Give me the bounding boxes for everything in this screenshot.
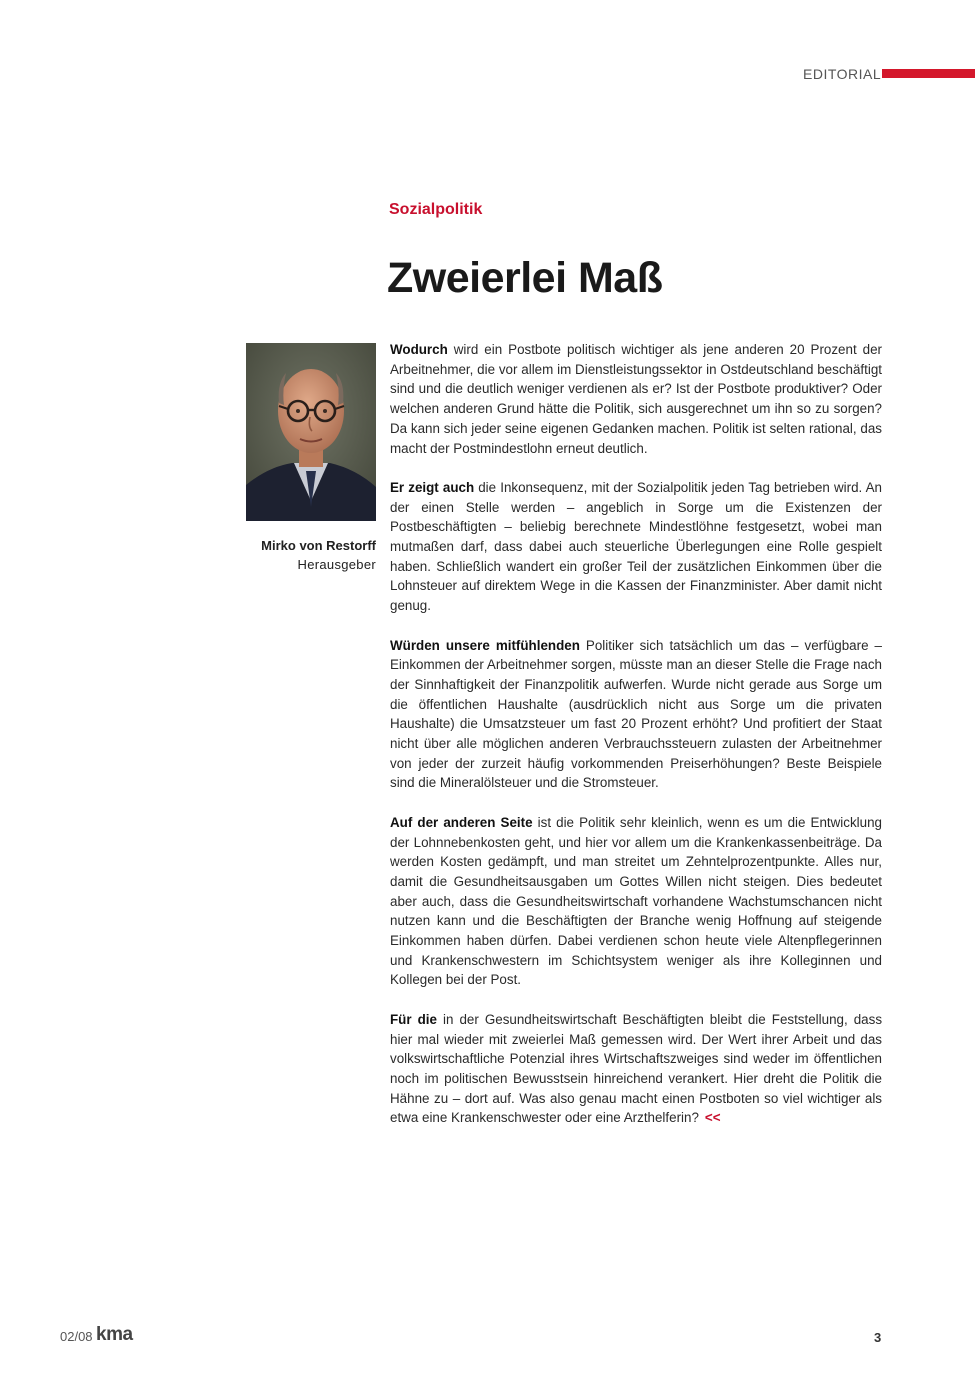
paragraph-lead: Wodurch [390,342,448,357]
paragraph [390,636,882,794]
paragraph-lead: Für die [390,1011,437,1027]
paragraph [390,813,882,990]
article-body [390,340,882,1148]
paragraph [390,478,882,616]
page-number: 3 [874,1330,882,1345]
paragraph-text: Politiker sich tatsächlich um das – verfügbare – Einkommen der Arbeitnehmer sorgen, müsste man an dieser Stelle die Frage nach der Sinnhaftigkeit der Finanzpolitik aufwerfen. Wurde nicht gerade aus Sorge um die öffentlichen Haushalte (ausdrücklich nicht aus Sorge um die privaten Haushalte) die Umsatzsteuer um fast 20 Prozent erhöht? Und profitiert der Staat nicht über alle möglichen anderen Verbrauchssteuern zulasten der Arbeitnehmer von jeder der zurzeit häufig vorkommenden Preiserhöhungen? Beste Beispiele sind die Mineralölsteuer und die Stromsteuer. [390,637,882,791]
paragraph-text: ist die Politik sehr kleinlich, wenn es um die Entwicklung der Lohnnebenkosten geht, und hier vor allem um die Krankenkassenbeiträge. Da werden Kosten gedämpft, und man streitet um Zehntelprozentpunkte. Alles nur, damit die Gesundheitsausgaben um Gottes Willen nicht steigen. Dies bedeutet aber auch, dass die Gesundheitswirtschaft vorhandene Wachstumschancen nicht nutzen kann und die Beschäftigten der Branche wenig Hoffnung auf steigende Einkommen haben dürfen. Dabei verdienen schon heute viele Altenpflegerinnen und Krankenschwestern im Schichtsystem weniger als ihre Kolleginnen und Kollegen bei der Post. [390,814,882,988]
author-role: Herausgeber [297,557,376,572]
paragraph-text: in der Gesundheitswirtschaft Beschäftigten bleibt die Feststellung, dass hier mal wieder mit zweierlei Maß gemessen wird. Der Wert ihrer Arbeit und das volkswirtschaftliche Potenzial ihres Wirtschaftszweiges sind weder im öffentlichen noch im politischen Bewusstsein hinreichend verankert. Hier dreht die Politik die Hähne zu – dort auf. Was also genau macht einen Postboten so viel wichtiger als etwa eine Krankenschwester oder eine Arzthelferin? [390,1011,883,1126]
paragraph-lead: Auf der anderen Seite [390,814,533,830]
paragraph-text: wird ein Postbote politisch wichtiger als jene anderen 20 Prozent der Arbeitnehmer, die vor allem im Dienstleistungssektor in Ostdeutschland beschäftigt sind und die deutlich weniger verdienen als er? Ist der Postbote produktiver? Oder welchen anderen Grund hätte die Politik, sich ausgerechnet um ihn so zu sorgen? Da kann sich jeder seine eigenen Gedanken machen. Politik ist selten rational, das macht der Postmindestlohn erneut deutlich. [390,342,882,456]
footer-issue: 02/08 [60,1329,93,1344]
author-photo [246,343,376,521]
paragraph-lead: Er zeigt auch [390,479,475,495]
paragraph-lead: Würden unsere mitfühlenden [390,637,580,653]
section-tag: EDITORIAL [803,66,882,82]
paragraph [390,1010,882,1128]
section-accent-bar [882,69,975,78]
article-kicker: Sozialpolitik [389,201,483,218]
paragraph [390,340,882,458]
author-name: Mirko von Restorff [261,538,376,553]
end-mark: << [704,1110,721,1126]
footer-logo: kma [96,1324,133,1345]
article-title: Zweierlei Maß [387,254,663,302]
paragraph-text: die Inkonsequenz, mit der Sozialpolitik jeden Tag betrieben wird. An der einen Stelle werden – angeblich in Sorge um die Existenzen der Postbeschäftigten – beliebig berechnete Mindestlöhne festgesetzt, wobei man mutmaßen darf, dass dabei auch steuerliche Überlegungen eine Rolle gespielt haben. Schließlich wandert ein großer Teil der zusätzlichen Einkommen über die Lohnsteuer auf direktem Wege in die Kassen der Finanzminister. Aber damit nicht genug. [390,479,882,614]
